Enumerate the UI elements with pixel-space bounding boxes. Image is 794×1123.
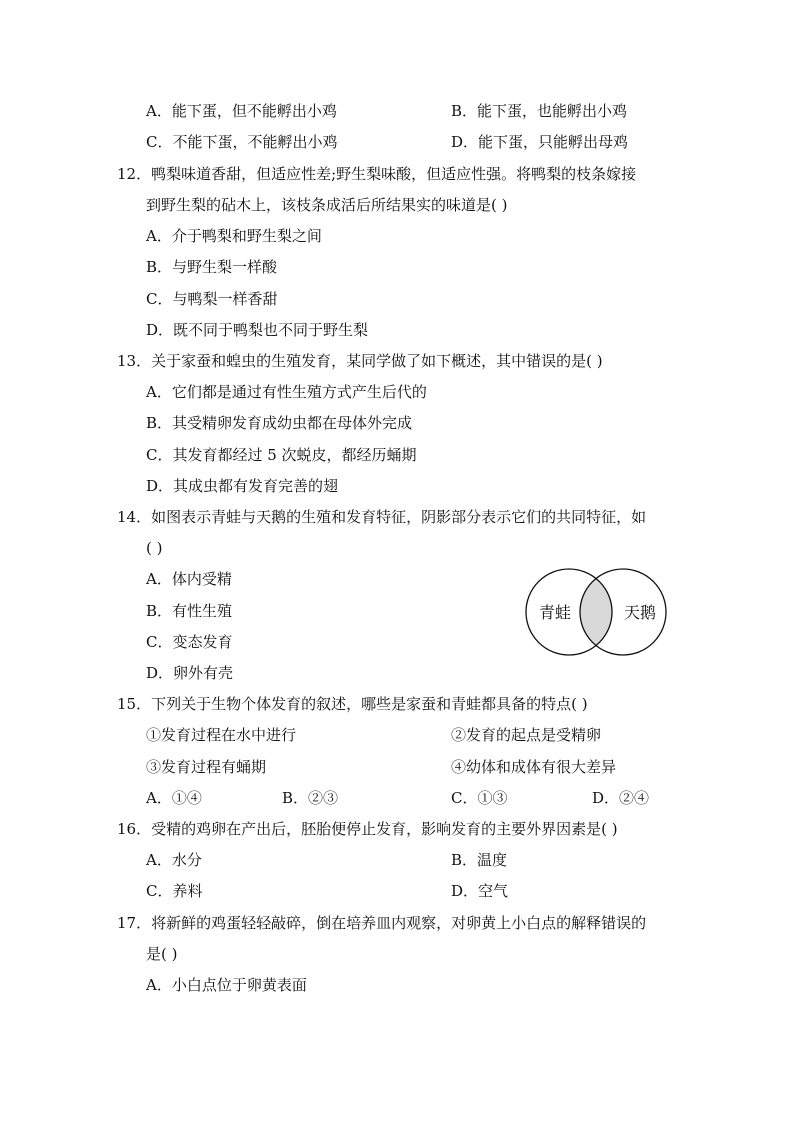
q11-option-d: D．能下蛋，只能孵出母鸡 bbox=[451, 133, 629, 151]
q13-option-d: D．其成虫都有发育完善的翅 bbox=[146, 477, 339, 495]
q16-option-c: C．养料 bbox=[146, 882, 203, 900]
q17-option-a: A．小白点位于卵黄表面 bbox=[146, 976, 307, 994]
q14-stem-line2: ( ) bbox=[146, 539, 163, 557]
q17-stem-line2: 是( ) bbox=[146, 945, 178, 963]
q13-option-b: B．其受精卵发育成幼虫都在母体外完成 bbox=[146, 414, 413, 432]
q12-stem-line2: 到野生梨的砧木上，该枝条成活后所结果实的味道是( ) bbox=[146, 196, 508, 214]
q16-option-a: A．水分 bbox=[146, 851, 202, 869]
q15-option-d: D．②④ bbox=[592, 789, 650, 807]
q13-stem: 13．关于家蚕和蝗虫的生殖发育，某同学做了如下概述，其中错误的是( ) bbox=[117, 352, 603, 370]
q12-option-d: D．既不同于鸭梨也不同于野生梨 bbox=[146, 321, 369, 339]
q14-option-a: A．体内受精 bbox=[146, 570, 232, 588]
q11-option-b: B．能下蛋，也能孵出小鸡 bbox=[451, 102, 628, 120]
q15-option-a: A．①④ bbox=[146, 789, 202, 807]
q16-option-d: D．空气 bbox=[451, 882, 509, 900]
q14-option-b: B．有性生殖 bbox=[146, 602, 233, 620]
q14-option-c: C．变态发育 bbox=[146, 633, 233, 651]
q16-option-b: B．温度 bbox=[451, 851, 508, 869]
q12-option-b: B．与野生梨一样酸 bbox=[146, 258, 278, 276]
q13-option-a: A．它们都是通过有性生殖方式产生后代的 bbox=[146, 383, 427, 401]
venn-label-frog: 青蛙 bbox=[538, 603, 572, 622]
q14-option-d: D．卵外有壳 bbox=[146, 664, 234, 682]
q15-statement-3: ③发育过程有蛹期 bbox=[146, 758, 267, 776]
q12-option-a: A．介于鸭梨和野生梨之间 bbox=[146, 227, 322, 245]
q11-option-c: C．不能下蛋，不能孵出小鸡 bbox=[146, 133, 338, 151]
q15-option-b: B．②③ bbox=[282, 789, 339, 807]
q13-option-c: C．其发育都经过 5 次蜕皮，都经历蛹期 bbox=[146, 446, 417, 464]
venn-label-swan: 天鹅 bbox=[623, 603, 657, 622]
q17-stem-line1: 17．将新鲜的鸡蛋轻轻敲碎，倒在培养皿内观察，对卵黄上小白点的解释错误的 bbox=[117, 914, 647, 932]
q16-stem: 16．受精的鸡卵在产出后，胚胎便停止发育，影响发育的主要外界因素是( ) bbox=[117, 820, 618, 838]
q11-option-a: A．能下蛋，但不能孵出小鸡 bbox=[146, 102, 337, 120]
q15-statement-1: ①发育过程在水中进行 bbox=[146, 726, 297, 744]
q12-stem-line1: 12．鸭梨味道香甜，但适应性差;野生梨味酸，但适应性强。将鸭梨的枝条嫁接 bbox=[117, 165, 637, 183]
q15-stem: 15．下列关于生物个体发育的叙述，哪些是家蚕和青蛙都具备的特点( ) bbox=[117, 695, 588, 713]
q14-stem-line1: 14．如图表示青蛙与天鹅的生殖和发育特征，阴影部分表示它们的共同特征，如 bbox=[117, 508, 647, 526]
q15-statement-4: ④幼体和成体有很大差异 bbox=[451, 758, 617, 776]
q15-statement-2: ②发育的起点是受精卵 bbox=[451, 726, 602, 744]
q15-option-c: C．①③ bbox=[451, 789, 508, 807]
q12-option-c: C．与鸭梨一样香甜 bbox=[146, 290, 278, 308]
venn-diagram bbox=[520, 566, 676, 658]
